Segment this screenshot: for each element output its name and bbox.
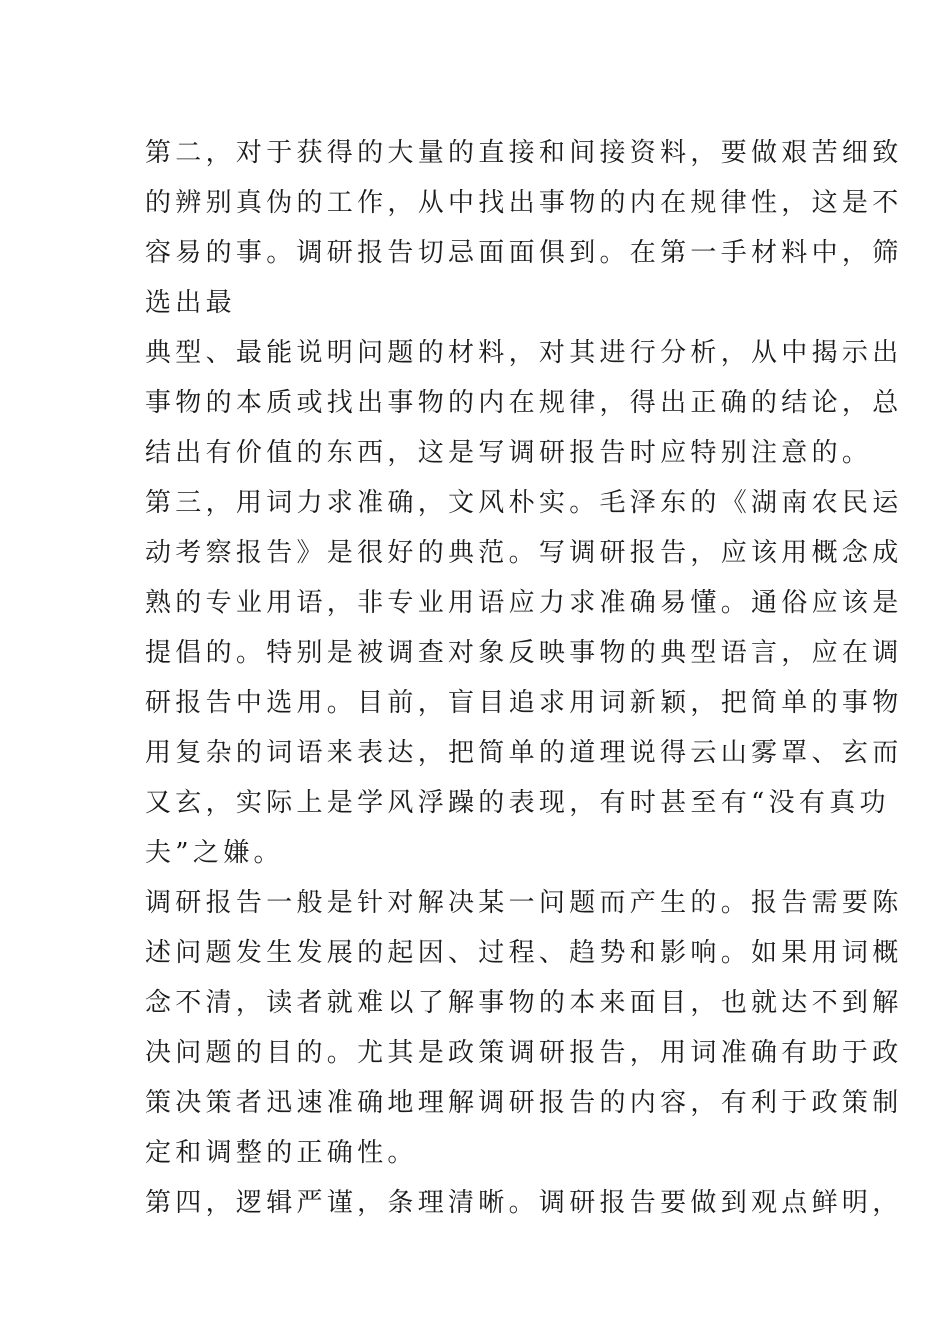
document-body — [145, 128, 903, 1228]
text-line: 第四，逻辑严谨，条理清晰。调研报告要做到观点鲜明， — [145, 1188, 903, 1218]
text-line: 第三，用词力求准确，文风朴实。毛泽东的《湖南农民运 — [145, 488, 903, 518]
text-line: 调研报告一般是针对解决某一问题而产生的。报告需要陈 — [145, 888, 903, 918]
text-line: 容易的事。调研报告切忌面面俱到。在第一手材料中，筛 — [145, 238, 903, 268]
text-line: 的辨别真伪的工作，从中找出事物的内在规律性，这是不 — [145, 188, 903, 218]
text-line: 决问题的目的。尤其是政策调研报告，用词准确有助于政 — [145, 1038, 903, 1068]
text-line: 研报告中选用。目前，盲目追求用词新颖，把简单的事物 — [145, 688, 903, 718]
text-line: 事物的本质或找出事物的内在规律，得出正确的结论，总 — [145, 388, 903, 418]
text-line: 提倡的。特别是被调查对象反映事物的典型语言，应在调 — [145, 638, 903, 668]
text-line: 第二，对于获得的大量的直接和间接资料，要做艰苦细致 — [145, 138, 903, 168]
text-line: 熟的专业用语，非专业用语应力求准确易懂。通俗应该是 — [145, 588, 903, 618]
text-line: 又玄，实际上是学风浮躁的表现，有时甚至有“没有真功 — [145, 788, 890, 818]
text-line: 策决策者迅速准确地理解调研报告的内容，有利于政策制 — [145, 1088, 903, 1118]
text-line: 定和调整的正确性。 — [145, 1138, 418, 1168]
text-line: 动考察报告》是很好的典范。写调研报告，应该用概念成 — [145, 538, 903, 568]
text-line: 结出有价值的东西，这是写调研报告时应特别注意的。 — [145, 438, 873, 468]
text-line: 夫”之嫌。 — [145, 838, 284, 868]
text-line: 述问题发生发展的起因、过程、趋势和影响。如果用词概 — [145, 938, 903, 968]
text-line: 选出最 — [145, 288, 236, 318]
text-line: 典型、最能说明问题的材料，对其进行分析，从中揭示出 — [145, 338, 903, 368]
text-line: 用复杂的词语来表达，把简单的道理说得云山雾罩、玄而 — [145, 738, 903, 768]
text-line: 念不清，读者就难以了解事物的本来面目，也就达不到解 — [145, 988, 903, 1018]
